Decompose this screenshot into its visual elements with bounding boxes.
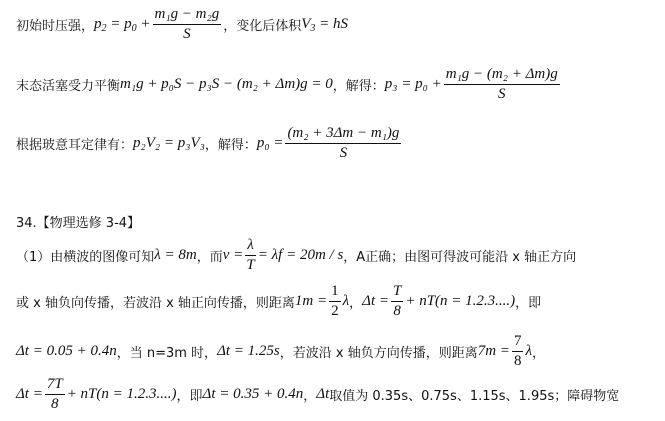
- text: ，: [531, 346, 545, 361]
- fraction: $\frac{\text{m₁g − m₂g}}{S}$: [154, 6, 220, 42]
- line-negative-direction: [16, 376, 657, 413]
- fraction: $\frac{T}{8}$: [393, 283, 402, 319]
- line-positive-direction: [16, 283, 657, 320]
- text: ，若波沿 x 轴负方向传播，则距离: [279, 346, 478, 361]
- fraction: $\frac{\text{(m₂ + 3Δm − m₁)g}}{S}$: [287, 125, 400, 161]
- equation: Δt = 0.35 + 0.4n: [202, 386, 304, 402]
- equation: λ: [342, 293, 350, 309]
- line-final-equilibrium: [16, 66, 657, 103]
- text: ，解得：: [204, 138, 257, 153]
- line-time-interval: [16, 333, 657, 370]
- equation: Δt: [316, 386, 330, 402]
- equation: 7m =: [477, 343, 510, 359]
- text: ，: [303, 389, 317, 404]
- equation: m₁g + p₀S − p₃S − (m₂ + Δm)g = 0: [120, 76, 333, 92]
- text: 取值为 0.35s、0.75s、1.15s、1.95s；障碍物宽: [329, 389, 620, 404]
- line-wavelength: [16, 237, 657, 274]
- equation: Δt = 1.25s: [217, 343, 280, 359]
- equation: $V_3$ = hS: [301, 15, 349, 34]
- equation: v =: [222, 247, 244, 263]
- text: ，当 n=3m 时，: [116, 346, 218, 361]
- text: 或 x 轴负向传播，若波沿 x 轴正向传播，则距离: [16, 296, 295, 311]
- fraction: $\frac{7T}{8}$: [46, 376, 63, 412]
- text: 根据玻意耳定律有：: [16, 138, 134, 153]
- equation: p₃ = p₀ +: [384, 76, 442, 92]
- equation: p₂V₂ = p₃V₃: [133, 135, 205, 151]
- text: 末态活塞受力平衡: [16, 79, 121, 94]
- text: ，变化后体积: [223, 19, 302, 34]
- equation: $p_2 = p_0$ +: [94, 15, 151, 34]
- text: 初始时压强，: [16, 19, 95, 34]
- line-boyle-law: [16, 125, 657, 162]
- text: ，即: [176, 389, 203, 404]
- equation: Δt =: [16, 386, 43, 402]
- equation: Δt = 0.05 + 0.4n: [16, 343, 117, 359]
- equation: Δt =: [362, 293, 389, 309]
- equation: + nT(n = 1.2.3....): [66, 386, 177, 402]
- section-heading: [16, 212, 657, 231]
- text: ，: [349, 296, 363, 311]
- equation: = λf = 20m / s: [257, 247, 344, 263]
- fraction: $\frac{1}{2}$: [331, 283, 339, 319]
- text: ，而: [196, 250, 223, 265]
- fraction: $\frac{7}{8}$: [513, 333, 522, 369]
- fraction: $\frac{\text{m₁g − (m₂ + Δm)g}}{S}$: [445, 66, 558, 102]
- section-title: 34.【物理选修 3-4】: [16, 216, 141, 231]
- text: ，解得：: [332, 79, 385, 94]
- fraction: $\frac{\lambda}{T}$: [246, 237, 255, 273]
- equation: λ: [525, 343, 532, 359]
- line-initial-pressure: [16, 6, 657, 43]
- equation: 1m =: [294, 293, 328, 309]
- equation: λ = 8m: [154, 247, 197, 263]
- text: ，A正确；由图可得波可能沿 x 轴正方向: [343, 250, 577, 265]
- equation: p₀ =: [256, 135, 284, 151]
- text: ，即: [515, 296, 542, 311]
- equation: + nT(n = 1.2.3....): [405, 293, 516, 309]
- text: （1）由横波的图像可知: [16, 250, 155, 265]
